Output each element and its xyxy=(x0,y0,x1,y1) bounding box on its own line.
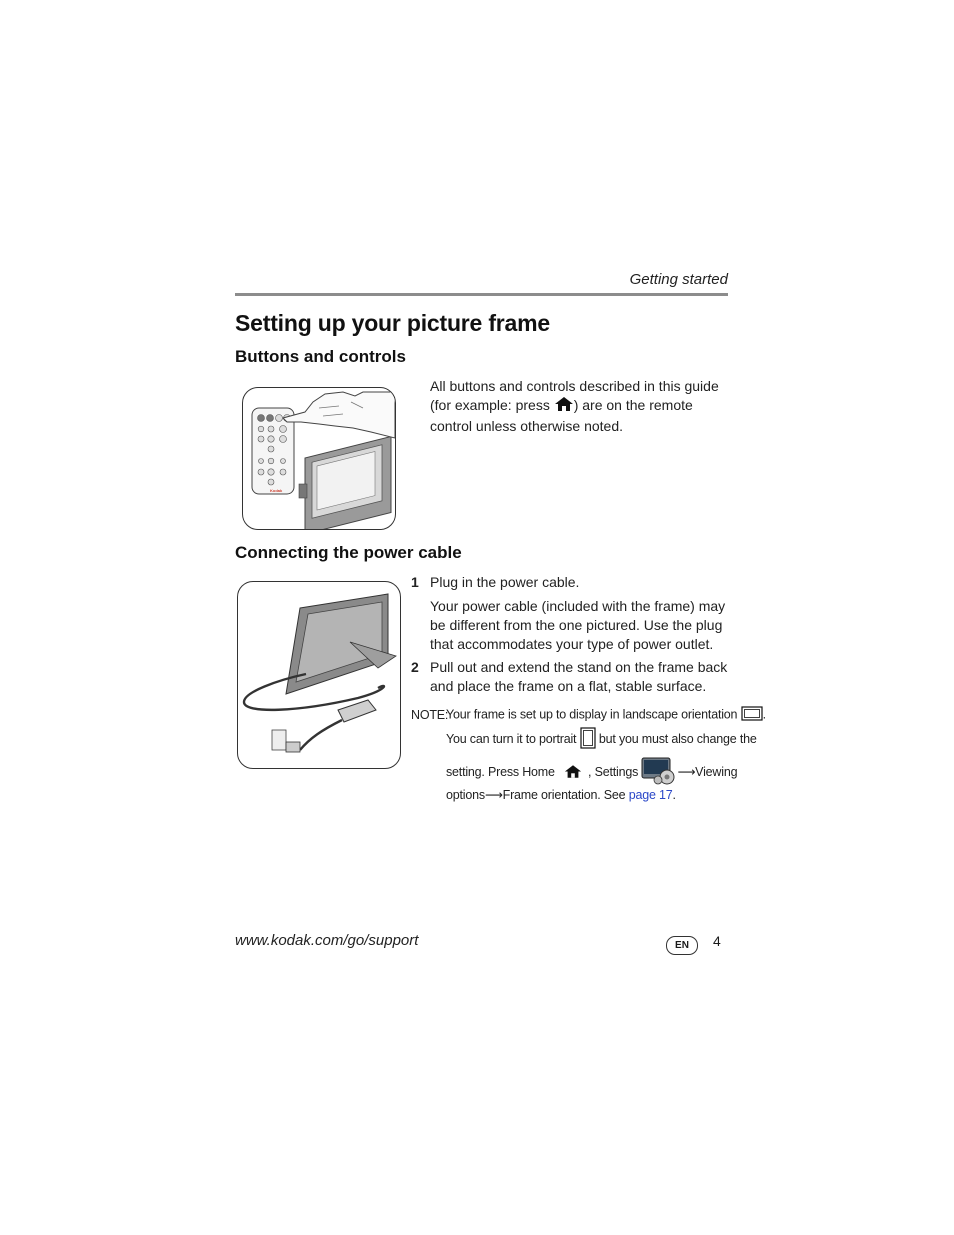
step-1-number: 1 xyxy=(411,574,419,590)
buttons-text-part1: All buttons and controls described in this guide (for example: press xyxy=(430,378,719,414)
step-2-text: Pull out and extend the stand on the frame back and place the frame on a flat, stable surface. xyxy=(430,659,728,694)
home-icon xyxy=(554,396,574,417)
power-cable-drawing xyxy=(238,582,400,768)
step-1-detail: Your power cable (included with the frame) may be different from the one pictured. Use the plug that accommodates your type of power outlet. xyxy=(430,598,726,652)
settings-icon xyxy=(641,757,677,788)
remote-frame-illustration xyxy=(242,387,396,530)
power-heading: Connecting the power cable xyxy=(235,543,462,562)
buttons-text-part2: ) are on the remote control unless otherwise noted. xyxy=(430,397,693,434)
note-line-2-text-b: but you must also change the xyxy=(598,731,757,746)
note-line-4-text-b: Frame orientation. See xyxy=(502,788,626,802)
note-line-2-text-a: You can turn it to portrait xyxy=(446,731,577,746)
section-label: Getting started xyxy=(629,271,728,288)
note-line-2 xyxy=(446,727,757,752)
landscape-icon xyxy=(741,706,763,724)
page-number: 4 xyxy=(713,933,721,949)
home-icon xyxy=(564,764,582,782)
page-17-link[interactable]: page 17 xyxy=(628,788,673,802)
step-2-number: 2 xyxy=(411,659,419,675)
note-line-3-text-a: setting. Press Home xyxy=(446,764,555,779)
buttons-heading: Buttons and controls xyxy=(235,347,406,366)
note-label: NOTE: xyxy=(411,708,449,722)
header-rule xyxy=(235,293,728,296)
note-arrow-1: ⟶ xyxy=(677,764,696,779)
buttons-description xyxy=(430,377,728,436)
step-1-text: Plug in the power cable. xyxy=(430,574,580,590)
note-arrow-2: ⟶ xyxy=(484,788,503,802)
note-line-1 xyxy=(446,706,766,724)
note-line-3 xyxy=(446,757,737,788)
remote-frame-drawing xyxy=(243,388,395,529)
note-line-4-text-a: options xyxy=(446,788,485,802)
note-line-3-text-c: Viewing xyxy=(695,764,738,779)
note-line-3-text-b: , Settings xyxy=(588,764,639,779)
note-line-1-end: . xyxy=(762,707,766,722)
page-title: Setting up your picture frame xyxy=(235,310,550,336)
note-line-1-text: Your frame is set up to display in landscape orientation xyxy=(446,707,738,722)
support-url[interactable]: www.kodak.com/go/support xyxy=(235,932,419,949)
portrait-icon xyxy=(580,727,596,752)
power-cable-illustration xyxy=(237,581,401,769)
language-badge: EN xyxy=(666,936,698,955)
note-line-4-end: . xyxy=(672,788,676,802)
note-line-4 xyxy=(446,787,676,802)
remote-brand: Kodak xyxy=(270,488,283,493)
